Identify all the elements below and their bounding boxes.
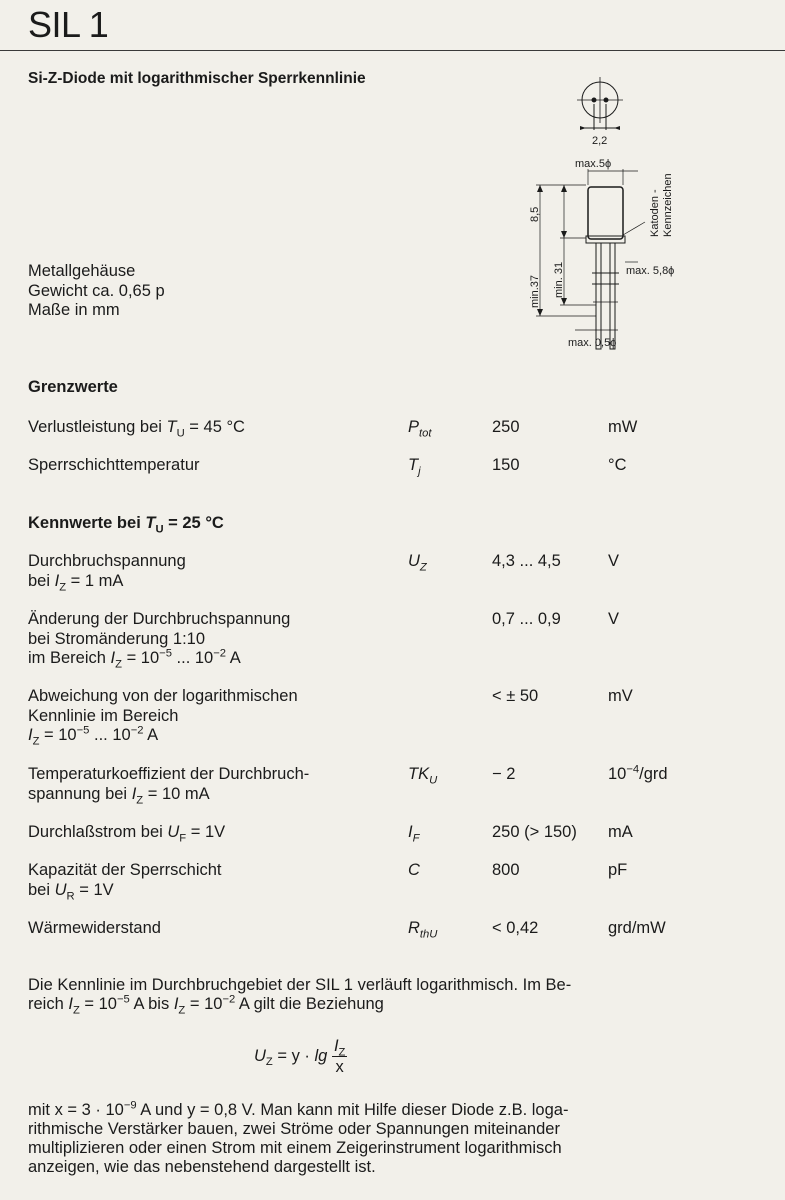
thermal-resistance-symbol: $R_{thU}$ — [408, 919, 438, 941]
cathode-mark-label-1: Katoden - — [649, 189, 661, 237]
log-deviation-value: < ± 50 — [492, 687, 539, 705]
description-paragraph-2: mit $x = 3 \cdot 10^{-9}$ A und y = 0,8 V. Man kann mit Hilfe dieser Diode z.B. loga- rithmische Verstärker bauen, zwei Ströme oder Spannungen miteinander multiplizieren oder einen Strom mit einem Zeigerinstrument logarithmisch anzeigen, wie das nebenstehend dargestellt ist. — [28, 1099, 569, 1176]
power-label: Verlustleistung bei $T_U = 45$ °C — [28, 418, 245, 440]
voltage-change-unit: V — [608, 610, 620, 628]
temp-coefficient-value: − 2 — [492, 765, 516, 783]
page-subtitle: Si-Z-Diode mit logarithmischer Sperrkennlinie — [28, 70, 366, 87]
dim-body-diameter: max.5ϕ — [575, 158, 612, 170]
dim-pitch: 2,2 — [592, 135, 608, 147]
lead-left — [596, 243, 601, 349]
capacitance-unit: pF — [608, 861, 628, 879]
title-divider — [0, 50, 785, 51]
voltage-change-value: 0,7 ... 0,9 — [492, 610, 561, 628]
housing-line: Metallgehäuse — [28, 262, 136, 280]
weight-line: Gewicht ca. 0,65 p — [28, 281, 165, 300]
log-deviation-unit: mV — [608, 687, 633, 705]
junction-temp-label: Sperrschichttemperatur — [28, 456, 200, 474]
package-drawing — [520, 72, 690, 354]
thermal-resistance-unit: grd/mW — [608, 919, 666, 937]
limits-heading: Grenzwerte — [28, 378, 118, 396]
breakdown-voltage-symbol: $U_Z$ — [408, 552, 427, 574]
characteristics-heading: Kennwerte bei $T_U = 25$ °C — [28, 514, 224, 536]
capacitance-label: Kapazität der Sperrschicht bei $U_R = 1V$ — [28, 861, 222, 902]
units-line: Maße in mm — [28, 301, 120, 319]
power-unit: mW — [608, 418, 638, 436]
dim-lead-length: min. 31 — [553, 261, 565, 298]
breakdown-voltage-value: 4,3 ... 4,5 — [492, 552, 561, 570]
dim-body-length: 8,5 — [529, 206, 541, 222]
junction-temp-symbol: $T_j$ — [408, 456, 421, 478]
lead-right — [610, 243, 615, 349]
log-deviation-label: Abweichung von der logarithmischen Kennlinie im Bereich $I_Z = 10^{-5}$ ... $10^{-2}$ A — [28, 687, 298, 748]
formula-fraction: $\frac{I_Z}{x}$ — [333, 1037, 346, 1076]
dim-flange-diameter: max. 5,8ϕ — [626, 265, 675, 277]
capacitance-symbol: C — [408, 861, 420, 879]
dim-total-length: min.37 — [529, 274, 541, 308]
diode-body — [588, 187, 623, 239]
page-title: SIL 1 — [28, 4, 109, 45]
forward-current-symbol: $I_F$ — [408, 823, 420, 845]
cathode-mark-label-2: Kennzeichen — [662, 173, 674, 237]
forward-current-unit: mA — [608, 823, 633, 841]
junction-temp-value: 150 — [492, 456, 520, 474]
temp-coefficient-symbol: $TK_U$ — [408, 765, 438, 787]
capacitance-value: 800 — [492, 861, 520, 879]
junction-temp-unit: °C — [608, 456, 627, 474]
temp-coefficient-label: Temperaturkoeffizient der Durchbruch- spannung bei $I_Z = 10$ mA — [28, 765, 310, 806]
dim-lead-diameter: max. 0,5ϕ — [568, 337, 617, 349]
breakdown-voltage-unit: V — [608, 552, 620, 570]
thermal-resistance-label: Wärmewiderstand — [28, 919, 161, 937]
forward-current-value: 250 (> 150) — [492, 823, 577, 841]
voltage-change-label: Änderung der Durchbruchspannung bei Stromänderung 1:10 im Bereich $I_Z = 10^{-5}$ ... $10^{-2}$ A — [28, 610, 291, 671]
power-symbol: $P_{tot}$ — [408, 418, 432, 440]
description-paragraph-1: Die Kennlinie im Durchbruchgebiet der SIL 1 verläuft logarithmisch. Im Be- reich $I_Z = 10^{-5}$ A bis $I_Z = 10^{-2}$ A gilt die Beziehung — [28, 976, 572, 1017]
breakdown-voltage-label: Durchbruchspannung bei $I_Z = 1$ mA — [28, 552, 186, 593]
log-formula: $U_Z = y \cdot \lg$ $\frac{I_Z}{x}$ — [254, 1037, 346, 1076]
power-value: 250 — [492, 418, 520, 436]
forward-current-label: Durchlaßstrom bei $U_F = 1V$ — [28, 823, 226, 845]
temp-coefficient-unit: $10^{-4}$/grd — [608, 763, 668, 783]
housing-info — [28, 262, 165, 321]
thermal-resistance-value: < 0,42 — [492, 919, 539, 937]
